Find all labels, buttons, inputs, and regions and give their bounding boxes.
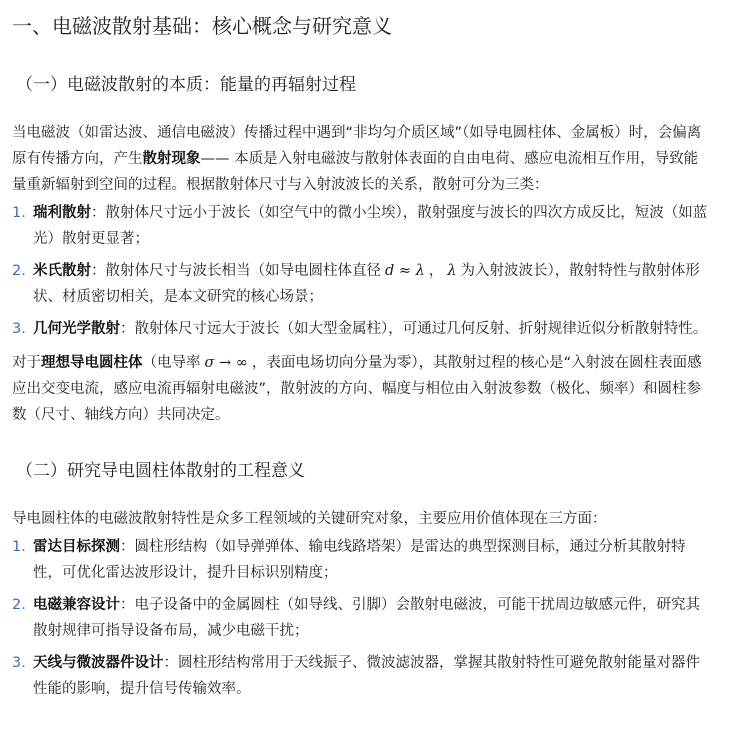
- math-formula: σ → ∞: [204, 355, 248, 371]
- intro-bold-term: 散射现象: [142, 151, 201, 167]
- list-item-term: 瑞利散射: [33, 205, 91, 221]
- list-item-text: 为入射波波长），散射特性与散射体形状、材质密切相关，是本文研究的核心场景；: [33, 263, 700, 305]
- list-item-text: ：散射体尺寸远大于波长（如大型金属柱），可通过几何反射、折射规律近似分析散射特性。: [120, 321, 708, 337]
- list-item-text: ：圆柱形结构（如导弹弹体、输电线路塔架）是雷达的典型探测目标，通过分析其散射特性，可优化雷达波形设计，提升目标识别精度；: [33, 539, 686, 581]
- section-2-intro: 导电圆柱体的电磁波散射特性是众多工程领域的关键研究对象，主要应用价值体现在三方面：: [12, 511, 607, 527]
- list-item-term: 米氏散射: [33, 263, 91, 279]
- list-item-term: 电磁兼容设计: [33, 597, 120, 613]
- list-number: 2.: [12, 263, 26, 279]
- list-number: 3.: [12, 321, 26, 337]
- list-item-text: ：散射体尺寸远小于波长（如空气中的微小尘埃），散射强度与波长的四次方成反比，短波（如蓝光）散射更显著；: [33, 205, 708, 247]
- main-heading: 一、电磁波散射基础：核心概念与研究意义: [12, 14, 392, 38]
- list-item-text: ：电子设备中的金属圆柱（如导线、引脚）会散射电磁波，可能干扰周边敏感元件，研究其散射规律可指导设备布局，减少电磁干扰；: [33, 597, 700, 639]
- list-item: [12, 592, 709, 644]
- list-item-term: 天线与微波器件设计: [33, 655, 164, 671]
- closing-text-c: ，表面电场切向分量为零），其散射过程的核心是“入射波在圆柱表面感应出交变电流，感应电流再辐射电磁波”，散射波的方向、幅度与相位由入射波参数（极化、频率）和圆柱参数（尺寸、轴线方向）共同决定。: [12, 355, 702, 423]
- intro-text-a: 当电磁波（如雷达波、通信电磁波）传播过程中遇到“非均匀介质区域”（如导电圆柱体、金属板）时，会偏离原有传播方向，产生: [12, 125, 702, 167]
- math-symbol: λ: [447, 263, 457, 279]
- list-number: 1.: [12, 539, 26, 555]
- list-item-term: 几何光学散射: [33, 321, 120, 337]
- closing-text-b: （电导率: [142, 355, 201, 371]
- list-item: [12, 316, 709, 342]
- section-1-intro: [12, 120, 709, 198]
- scattering-types-list: [12, 200, 709, 342]
- list-item-text: ：圆柱形结构常用于天线振子、微波滤波器，掌握其散射特性可避免散射能量对器件性能的影响，提升信号传输效率。: [33, 655, 700, 697]
- section-2-title: （二）研究导电圆柱体散射的工程意义: [16, 461, 305, 481]
- list-number: 3.: [12, 655, 26, 671]
- math-formula: d ≈ λ: [385, 263, 425, 279]
- list-item-term: 雷达目标探测: [33, 539, 120, 555]
- engineering-applications-list: [12, 534, 709, 702]
- section-1-closing: [12, 350, 709, 428]
- intro-text-b: —— 本质是入射电磁波与散射体表面的自由电荷、感应电流相互作用，导致能量重新辐射到空间的过程。根据散射体尺寸与入射波波长的关系，散射可分为三类：: [12, 151, 699, 193]
- closing-text-a: 对于: [12, 355, 41, 371]
- list-item-text: ：散射体尺寸与波长相当（如导电圆柱体直径: [91, 263, 381, 279]
- list-number: 1.: [12, 205, 26, 221]
- section-1-title: （一）电磁波散射的本质：能量的再辐射过程: [16, 75, 356, 95]
- list-item: [12, 650, 709, 702]
- list-item: [12, 258, 709, 310]
- list-item: [12, 200, 709, 252]
- list-item: [12, 534, 709, 586]
- list-item-text: ，: [428, 263, 444, 279]
- closing-bold-term: 理想导电圆柱体: [41, 355, 143, 371]
- list-number: 2.: [12, 597, 26, 613]
